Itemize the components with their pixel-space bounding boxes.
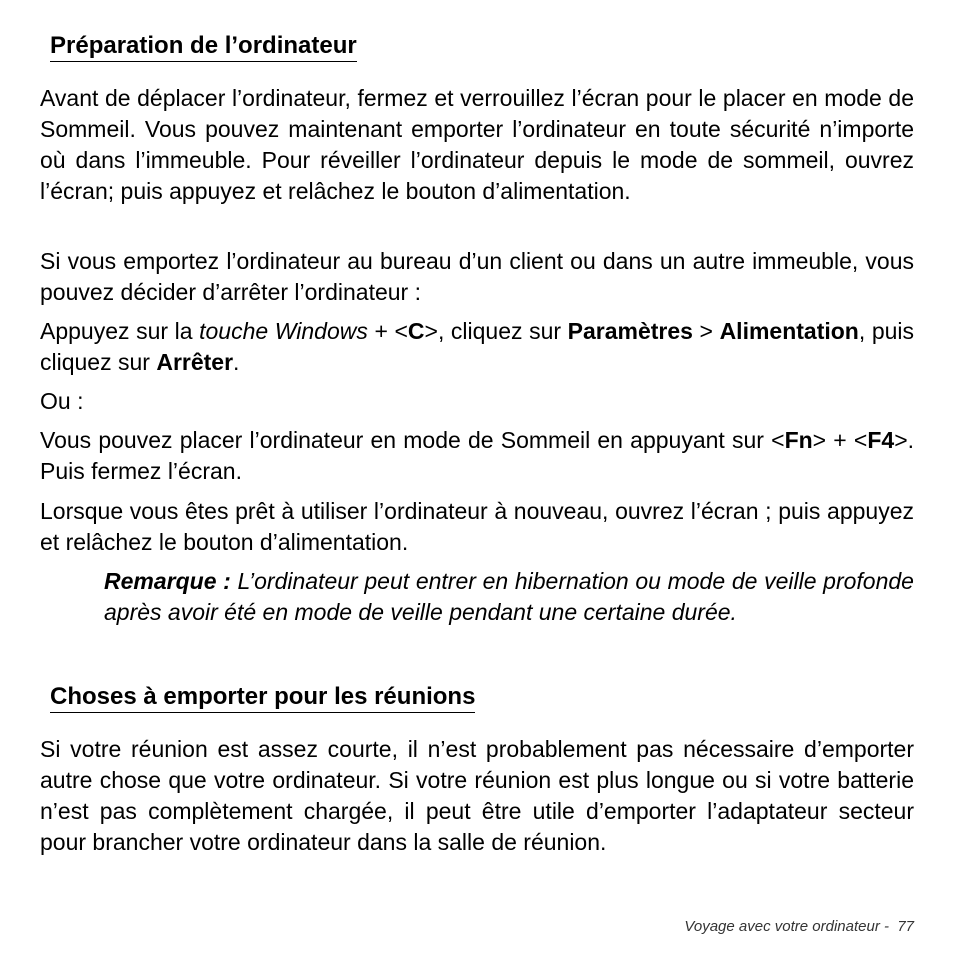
note-hibernation: Remarque : L’ordinateur peut entrer en hibernation ou mode de veille profonde après avoir été en mode de veille pendant une certaine durée.	[104, 568, 914, 625]
note-label: Remarque :	[104, 568, 231, 594]
section-heading-meetings: Choses à emporter pour les réunions	[50, 683, 475, 713]
paragraph-shutdown-intro: Si vous emportez l’ordinateur au bureau d’un client ou dans un autre immeuble, vous pouvez décider d’arrêter l’ordinateur :	[40, 248, 914, 305]
paragraph-sleep-shortcut: Vous pouvez placer l’ordinateur en mode de Sommeil en appuyant sur <Fn> + <F4>. Puis fermez l’écran.	[40, 427, 915, 484]
page-footer: Voyage avec votre ordinateur - 77	[684, 918, 914, 935]
paragraph-or: Ou :	[40, 388, 84, 414]
paragraph-wake-up: Lorsque vous êtes prêt à utiliser l’ordinateur à nouveau, ouvrez l’écran ; puis appuyez et relâchez le bouton d’alimentation.	[40, 498, 914, 555]
paragraph-meetings: Si votre réunion est assez courte, il n’est probablement pas nécessaire d’emporter autre chose que votre ordinateur. Si votre réunion est plus longue ou si votre batterie n’est pas complètement chargée, il peut être utile d’emporter l’adaptateur secteur pour brancher votre ordinateur dans la salle de réunion.	[40, 736, 914, 855]
paragraph-shutdown-steps: Appuyez sur la touche Windows + <C>, cliquez sur Paramètres > Alimentation, puis cliquez sur Arrêter.	[40, 318, 915, 375]
section-heading-preparation: Préparation de l’ordinateur	[50, 32, 357, 62]
paragraph-sleep-mode: Avant de déplacer l’ordinateur, fermez et verrouillez l’écran pour le placer en mode de Sommeil. Vous pouvez maintenant emporter l’ordinateur en toute sécurité n’importe où dans l’immeuble. Pour réveiller l’ordinateur depuis le mode de sommeil, ouvrez l’écran; puis appuyez et relâchez le bouton d’alimentation.	[40, 85, 914, 204]
